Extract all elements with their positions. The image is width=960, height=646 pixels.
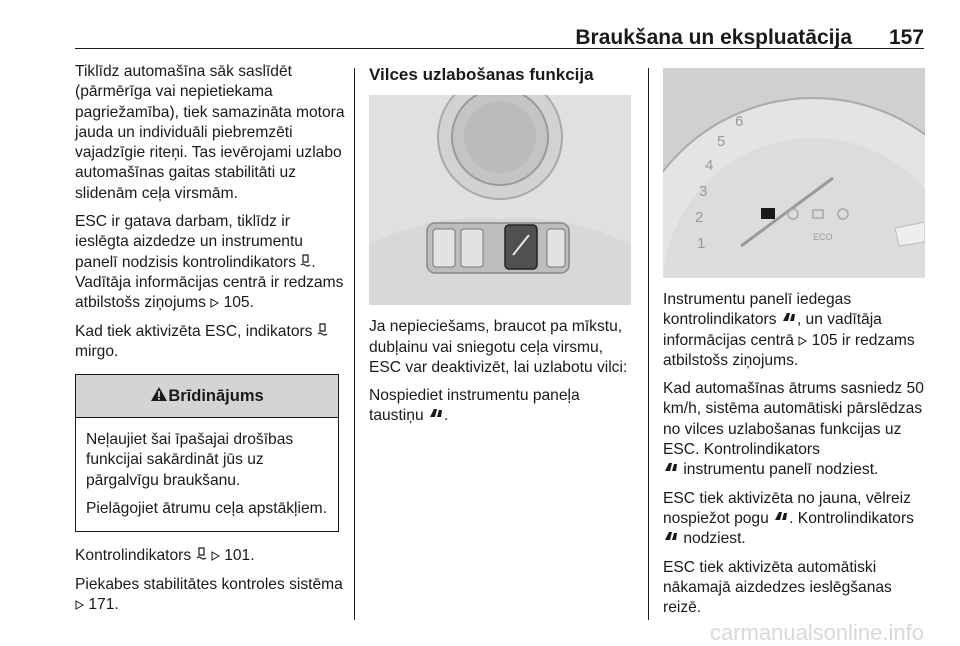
esc-indicator-icon <box>196 546 207 566</box>
watermark: carmanualsonline.info <box>709 620 924 645</box>
page-number: 157 <box>888 26 924 49</box>
warning-body <box>76 418 338 531</box>
gauge-tick-label: 6 <box>735 113 744 130</box>
eco-label: ECO <box>813 232 833 242</box>
paragraph: ESC tiek aktivizēta no jauna, vēlreiz nospiežot pogu . Kontrolindikators nodziest. <box>663 489 931 550</box>
warning-header <box>76 375 338 418</box>
paragraph: Instrumentu panelī iedegas kontrolindikators , un vadītāja informācijas centrā 105 ir redzams atbilstošs ziņojums. <box>663 291 915 369</box>
paragraph: Kad tiek aktivizēta ESC, indikators mirgo. <box>75 322 345 363</box>
esc-indicator-icon <box>317 322 328 342</box>
paragraph: Piekabes stabilitātes kontroles sistēma 171. <box>75 575 343 613</box>
page-reference-arrow-icon <box>75 596 84 606</box>
dashboard-switch-illustration <box>369 95 631 305</box>
esc-indicator-icon <box>300 253 311 273</box>
traction-off-icon <box>428 406 444 426</box>
warning-text: Pielāgojiet ātrumu ceļa apstākļiem. <box>86 500 327 518</box>
warning-box <box>75 374 339 532</box>
column-1 <box>75 62 345 623</box>
column-divider <box>354 68 355 620</box>
paragraph: Kad automašīnas ātrums sasniedz 50 km/h, sistēma automātiski pārslēdzas no vilces uzlabošanas funkcijas uz ESC. Kontrolindikators instrumentu panelī nodziest. <box>663 379 931 480</box>
instrument-cluster-illustration <box>663 68 925 278</box>
column-divider <box>648 68 649 620</box>
gauge-tick-label: 2 <box>695 209 704 226</box>
paragraph: ESC ir gatava darbam, tiklīdz ir ieslēgta aizdedze un instrumentu panelī nodzisis kontrolindikators . Vadītāja informācijas centrā ir redzams atbilstošs ziņojums 105. <box>75 213 344 312</box>
page-reference-arrow-icon <box>210 294 219 304</box>
gauge-tick-label: 3 <box>699 183 708 200</box>
paragraph: Kontrolindikators 101. <box>75 546 345 566</box>
paragraph: Ja nepieciešams, braucot pa mīkstu, dubļainu vai sniegotu ceļa virsmu, ESC var deaktivizēt, lai uzlabotu vilci: <box>369 318 628 376</box>
traction-off-icon <box>781 310 797 330</box>
warning-title: Brīdinājums <box>168 387 264 405</box>
page-header-title: Braukšana un ekspluatācija <box>575 26 852 49</box>
page-reference-arrow-icon <box>798 332 807 342</box>
warning-text: Neļaujiet šai īpašajai drošības funkcijai sakārdināt jūs uz pārgalvīgu braukšanu. <box>86 431 294 489</box>
column-3 <box>663 290 931 626</box>
paragraph: Nospiediet instrumentu paneļa taustiņu . <box>369 386 637 427</box>
traction-off-icon <box>663 460 679 480</box>
column-2 <box>369 62 637 435</box>
gauge-tick-label: 5 <box>717 133 726 150</box>
paragraph: Tiklīdz automašīna sāk saslīdēt (pārmērīga vai nepietiekama pagriežamība), tiek samazināta motora jauda un individuāli piebremzēti vajadzīgie riteņi. Tas ievērojami uzlabo automašīnas gaitas stabilitāti uz slidenām ceļa virsmām. <box>75 63 345 202</box>
gauge-tick-label: 1 <box>697 235 706 252</box>
traction-off-icon <box>663 529 679 549</box>
gauge-tick-label: 4 <box>705 157 714 174</box>
page-header <box>75 20 924 49</box>
paragraph: ESC tiek aktivizēta automātiski nākamajā aizdedzes ieslēgšanas reizē. <box>663 558 892 617</box>
section-heading: Vilces uzlabošanas funkcija <box>369 65 594 84</box>
traction-off-icon <box>773 509 789 529</box>
page-reference-arrow-icon <box>211 547 220 557</box>
warning-triangle-icon <box>150 386 168 407</box>
